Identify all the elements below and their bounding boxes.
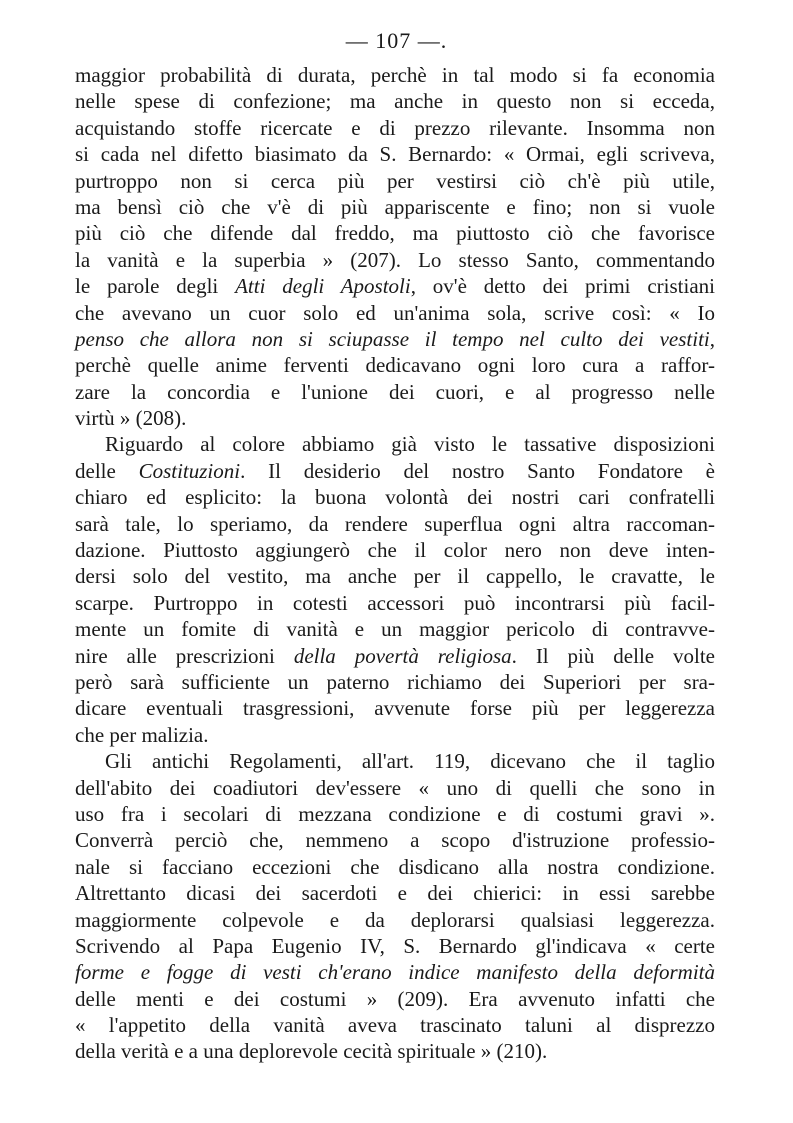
text-line: delle Costituzioni. Il desiderio del nostro Santo Fondatore è	[75, 458, 715, 483]
page-number: — 107 —.	[345, 28, 448, 53]
text-line: Gli antichi Regolamenti, all'art. 119, dicevano che il taglio	[105, 749, 715, 774]
text-line: perchè quelle anime ferventi dedicavano ogni loro cura a raffor-	[75, 353, 715, 378]
text-line: « l'appetito della vanità aveva trascinato taluni al disprezzo	[75, 1013, 715, 1038]
text-line: maggior probabilità di durata, perchè in tal modo si fa economia	[75, 63, 715, 87]
text-line: la vanità e la superbia » (207). Lo stesso Santo, commentando	[75, 247, 715, 272]
text-line: sarà tale, lo speriamo, da rendere superflua ogni altra raccoman-	[75, 511, 715, 536]
text-line: le parole degli Atti degli Apostoli, ov'è detto dei primi cristiani	[75, 274, 715, 299]
text-line: purtroppo non si cerca più per vestirsi ciò ch'è più utile,	[75, 168, 715, 193]
text-line: ma bensì ciò che v'è di più appariscente e fino; non si vuole	[75, 194, 715, 219]
text-line: dazione. Piuttosto aggiungerò che il color nero non deve inten-	[75, 538, 715, 563]
paragraph	[75, 431, 715, 748]
paragraph	[75, 748, 715, 1065]
text-line: si cada nel difetto biasimato da S. Bernardo: « Ormai, egli scriveva,	[75, 142, 715, 167]
text-line: forme e fogge di vesti ch'erano indice manifesto della deformità	[75, 960, 715, 985]
text-line: Converrà perciò che, nemmeno a scopo d'istruzione professio-	[75, 828, 715, 853]
text-line: virtù » (208).	[75, 406, 187, 431]
text-line: maggiormente colpevole e da deplorarsi qualsiasi leggerezza.	[75, 907, 715, 932]
text-line: mente un fomite di vanità e un maggior pericolo di contravve-	[75, 617, 715, 642]
text-line: uso fra i secolari di mezzana condizione e di costumi gravi ».	[75, 801, 715, 826]
text-line: dicare eventuali trasgressioni, avvenute forse più per leggerezza	[75, 696, 715, 721]
paragraph	[75, 62, 715, 431]
text-line: nale si facciano eccezioni che disdicano alla nostra condizione.	[75, 854, 715, 879]
text-line: scarpe. Purtroppo in cotesti accessori può incontrarsi più facil-	[75, 590, 715, 615]
text-line: Riguardo al colore abbiamo già visto le tassative disposizioni	[105, 432, 715, 457]
text-line: però sarà sufficiente un paterno richiamo dei Superiori per sra-	[75, 669, 715, 694]
text-line: chiaro ed esplicito: la buona volontà dei nostri cari confratelli	[75, 485, 715, 510]
text-line: zare la concordia e l'unione dei cuori, e al progresso nelle	[75, 379, 715, 404]
text-line: della verità e a una deplorevole cecità spirituale » (210).	[75, 1039, 548, 1064]
text-line: che avevano un cuor solo ed un'anima sola, scrive così: « Io	[75, 300, 715, 325]
text-line: dell'abito dei coadiutori dev'essere « uno di quelli che sono in	[75, 775, 715, 800]
text-line: più ciò che difende dal freddo, ma piuttosto ciò che favorisce	[75, 221, 715, 246]
text-line: Altrettanto dicasi dei sacerdoti e dei chierici: in essi sarebbe	[75, 881, 715, 906]
text-line: nire alle prescrizioni della povertà religiosa. Il più delle volte	[75, 643, 715, 668]
text-line: penso che allora non si sciupasse il tempo nel culto dei vestiti,	[75, 326, 715, 351]
text-line: Scrivendo al Papa Eugenio IV, S. Bernardo gl'indicava « certe	[75, 933, 715, 958]
text-line: che per malizia.	[75, 722, 209, 747]
text-line: nelle spese di confezione; ma anche in questo non si ecceda,	[75, 89, 715, 114]
text-line: delle menti e dei costumi » (209). Era avvenuto infatti che	[75, 986, 715, 1011]
text-line: dersi solo del vestito, ma anche per il cappello, le cravatte, le	[75, 564, 715, 589]
body-text	[75, 62, 715, 1065]
text-line: acquistando stoffe ricercate e di prezzo rilevante. Insomma non	[75, 115, 715, 140]
